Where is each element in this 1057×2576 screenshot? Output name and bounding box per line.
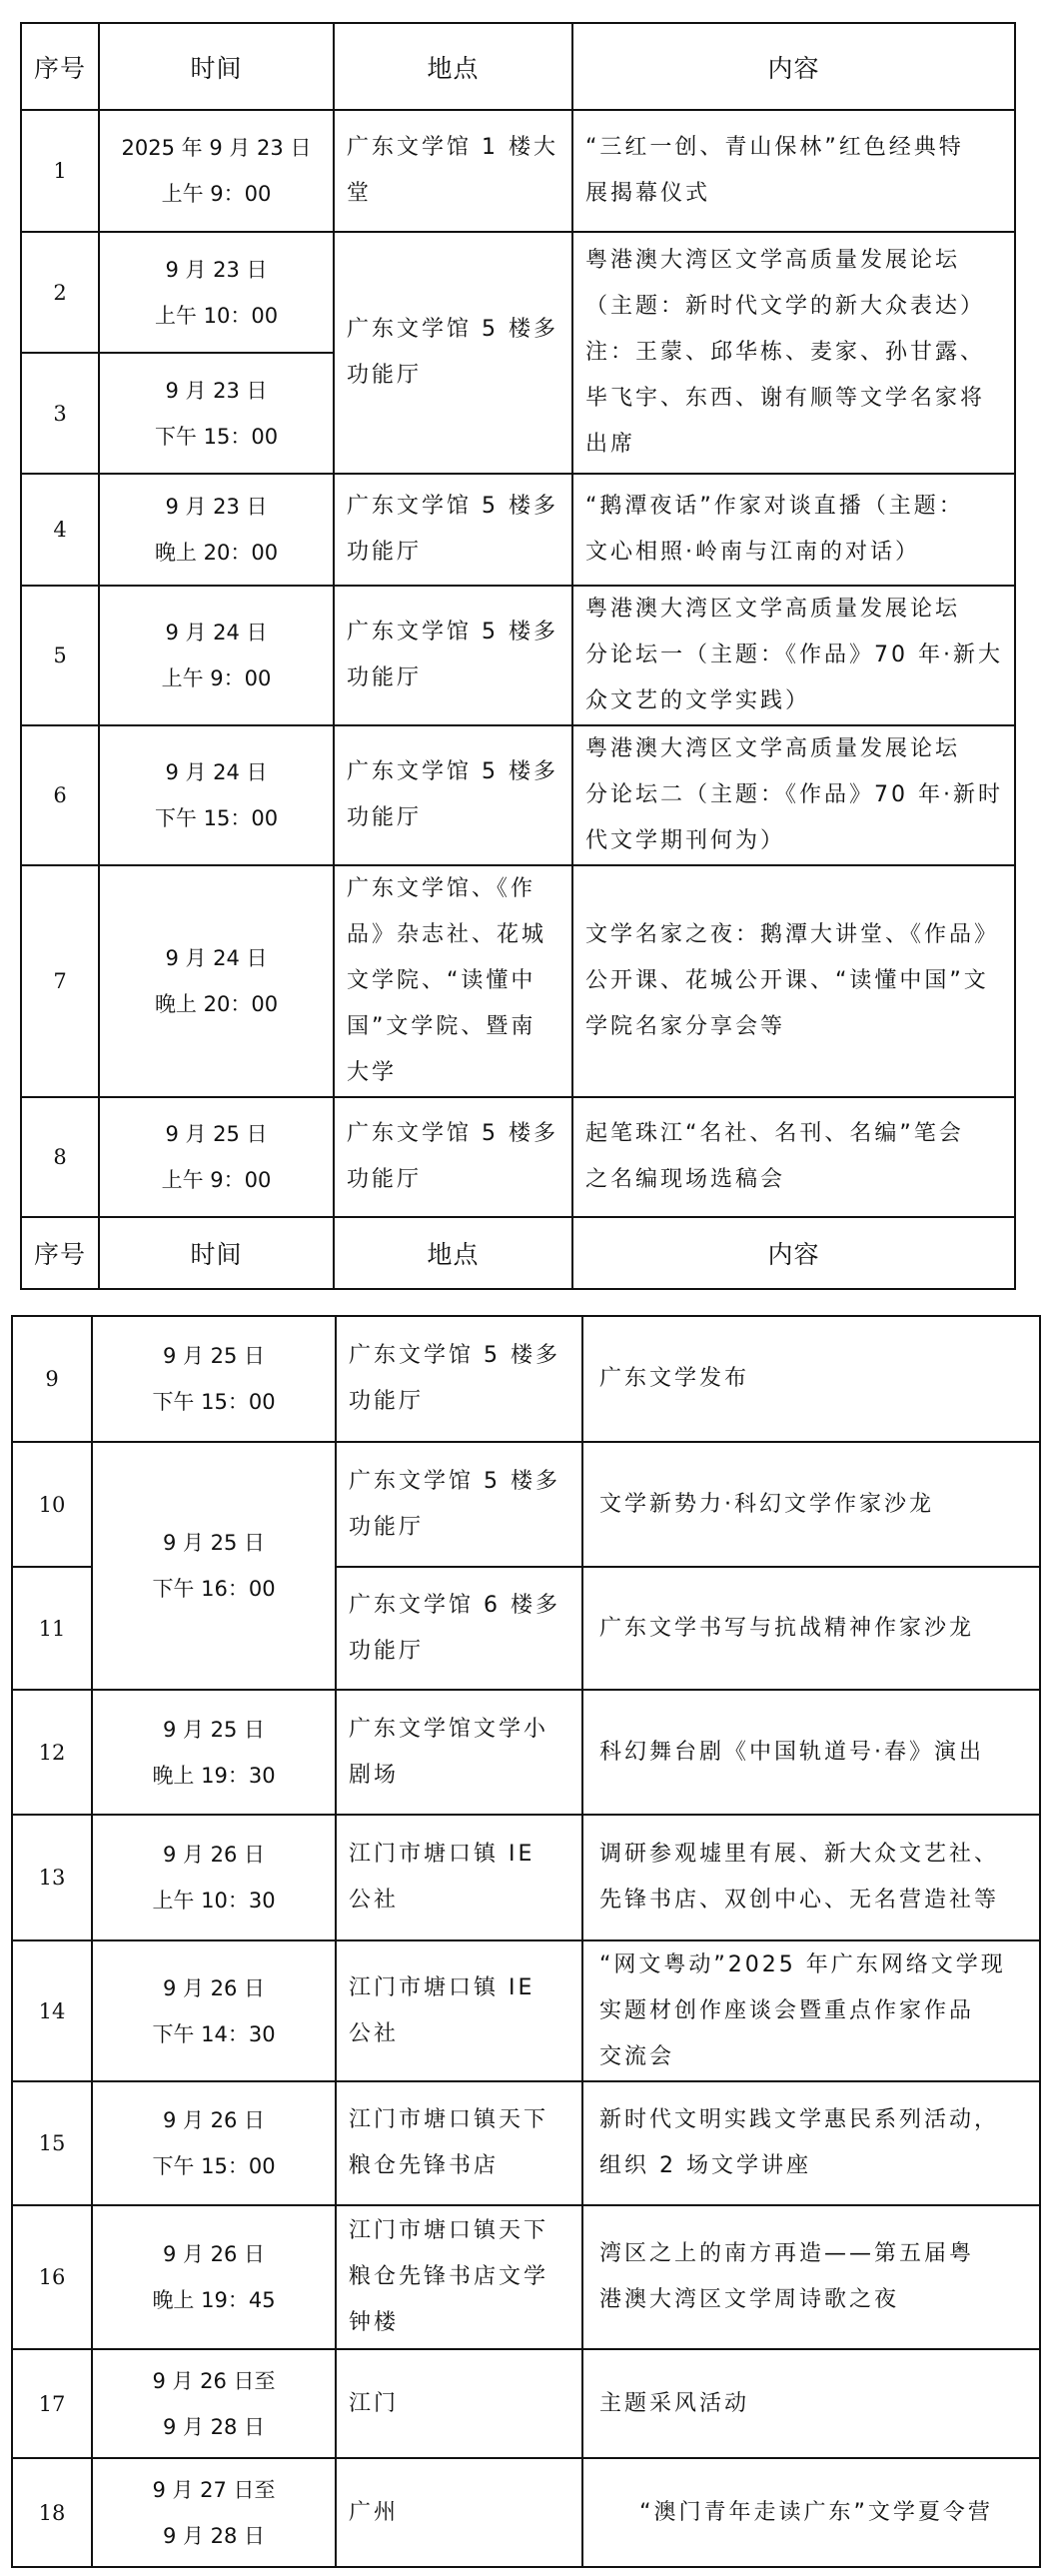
row-location: 广东文学馆 5 楼多 功能厅 [336,1442,582,1567]
row-location: 江门市塘口镇 IE 公社 [336,1815,582,1940]
row-location: 广东文学馆、《作 品》杂志社、花城 文学院、“读懂中 国”文学院、暨南 大学 [334,865,572,1097]
row-location: 广东文学馆 5 楼多 功能厅 [334,1097,572,1217]
row-time: 9 月 25 日 下午 16：00 [92,1442,336,1690]
row-location: 广东文学馆 5 楼多 功能厅 [334,232,572,474]
row-index: 2 [21,232,99,353]
header-location: 地点 [334,23,572,110]
table-header [21,23,1015,110]
row-content: 主题采风活动 [582,2349,1040,2458]
table-row [21,110,1015,232]
table-row [21,1097,1015,1217]
row-location: 广东文学馆 5 楼多 功能厅 [334,474,572,586]
table-row [12,2081,1040,2205]
row-index: 15 [12,2081,92,2205]
row-content: 粤港澳大湾区文学高质量发展论坛 （主题：新时代文学的新大众表达） 注：王蒙、邱华栋、麦家、孙甘露、 毕飞宇、东西、谢有顺等文学名家将 出席 [572,232,1015,474]
table-row [12,1442,1040,1567]
row-location: 江门市塘口镇 IE 公社 [336,1940,582,2081]
row-time: 9 月 24 日 下午 15：00 [99,725,334,865]
row-location: 广东文学馆 5 楼多 功能厅 [336,1316,582,1442]
row-index: 11 [12,1567,92,1690]
schedule-table-part-1 [20,22,1016,1290]
row-time: 9 月 23 日 晚上 20：00 [99,474,334,586]
header-time: 时间 [99,23,334,110]
table-row [12,1940,1040,2081]
row-content: 粤港澳大湾区文学高质量发展论坛 分论坛一（主题：《作品》70 年·新大 众文艺的文学实践） [572,586,1015,725]
row-time: 9 月 25 日 下午 15：00 [92,1316,336,1442]
row-index: 17 [12,2349,92,2458]
row-location: 广东文学馆文学小 剧场 [336,1690,582,1815]
table-row [12,2205,1040,2349]
row-index: 7 [21,865,99,1097]
row-index: 16 [12,2205,92,2349]
row-content: 调研参观墟里有展、新大众文艺社、 先锋书店、双创中心、无名营造社等 [582,1815,1040,1940]
row-content: 广东文学发布 [582,1316,1040,1442]
row-location: 广东文学馆 5 楼多 功能厅 [334,725,572,865]
row-index: 1 [21,110,99,232]
row-time: 2025 年 9 月 23 日 上午 9：00 [99,110,334,232]
row-index: 9 [12,1316,92,1442]
row-content: “网文粤动”2025 年广东网络文学现 实题材创作座谈会暨重点作家作品 交流会 [582,1940,1040,2081]
row-index: 13 [12,1815,92,1940]
row-content: 文学名家之夜：鹅潭大讲堂、《作品》 公开课、花城公开课、“读懂中国”文 学院名家分享会等 [572,865,1015,1097]
row-time: 9 月 26 日至 9 月 28 日 [92,2349,336,2458]
row-time: 9 月 26 日 下午 15：00 [92,2081,336,2205]
table-row [21,474,1015,586]
row-index: 18 [12,2458,92,2567]
row-index: 8 [21,1097,99,1217]
row-index: 12 [12,1690,92,1815]
row-index: 14 [12,1940,92,2081]
row-location: 广东文学馆 6 楼多 功能厅 [336,1567,582,1690]
table-row [12,1316,1040,1442]
row-index: 4 [21,474,99,586]
row-content: “三红一创、青山保林”红色经典特 展揭幕仪式 [572,110,1015,232]
schedule-table-part-2 [11,1315,1041,2568]
row-content: 新时代文明实践文学惠民系列活动， 组织 2 场文学讲座 [582,2081,1040,2205]
header-location: 地点 [334,1217,572,1289]
row-time: 9 月 24 日 上午 9：00 [99,586,334,725]
row-location: 广东文学馆 1 楼大 堂 [334,110,572,232]
row-content: 起笔珠江“名社、名刊、名编”笔会 之名编现场选稿会 [572,1097,1015,1217]
row-content: 湾区之上的南方再造——第五届粤 港澳大湾区文学周诗歌之夜 [582,2205,1040,2349]
row-time: 9 月 26 日 晚上 19：45 [92,2205,336,2349]
table-row [12,1690,1040,1815]
row-content: 文学新势力·科幻文学作家沙龙 [582,1442,1040,1567]
row-time: 9 月 25 日 上午 9：00 [99,1097,334,1217]
row-location: 江门市塘口镇天下 粮仓先锋书店 [336,2081,582,2205]
row-time: 9 月 25 日 晚上 19：30 [92,1690,336,1815]
row-index: 5 [21,586,99,725]
table-row [21,865,1015,1097]
row-content: “澳门青年走读广东”文学夏令营 [582,2458,1040,2567]
row-content: 科幻舞台剧《中国轨道号·春》演出 [582,1690,1040,1815]
header-index: 序号 [21,1217,99,1289]
row-time: 9 月 26 日 下午 14：30 [92,1940,336,2081]
table-row [12,2349,1040,2458]
table-header-repeat [21,1217,1015,1289]
row-time: 9 月 23 日 上午 10：00 [99,232,334,353]
header-content: 内容 [572,23,1015,110]
row-time: 9 月 26 日 上午 10：30 [92,1815,336,1940]
row-time: 9 月 27 日至 9 月 28 日 [92,2458,336,2567]
header-time: 时间 [99,1217,334,1289]
row-content: “鹅潭夜话”作家对谈直播（主题： 文心相照·岭南与江南的对话） [572,474,1015,586]
row-content: 广东文学书写与抗战精神作家沙龙 [582,1567,1040,1690]
table-row [21,725,1015,865]
row-location: 广州 [336,2458,582,2567]
header-index: 序号 [21,23,99,110]
row-index: 3 [21,353,99,474]
row-index: 6 [21,725,99,865]
row-time: 9 月 23 日 下午 15：00 [99,353,334,474]
row-time: 9 月 24 日 晚上 20：00 [99,865,334,1097]
row-location: 广东文学馆 5 楼多 功能厅 [334,586,572,725]
header-content: 内容 [572,1217,1015,1289]
row-location: 江门 [336,2349,582,2458]
table-row [21,586,1015,725]
table-row [12,1815,1040,1940]
row-content: 粤港澳大湾区文学高质量发展论坛 分论坛二（主题：《作品》70 年·新时 代文学期刊何为） [572,725,1015,865]
table-row [21,232,1015,353]
row-location: 江门市塘口镇天下 粮仓先锋书店文学 钟楼 [336,2205,582,2349]
table-row [12,2458,1040,2567]
row-index: 10 [12,1442,92,1567]
